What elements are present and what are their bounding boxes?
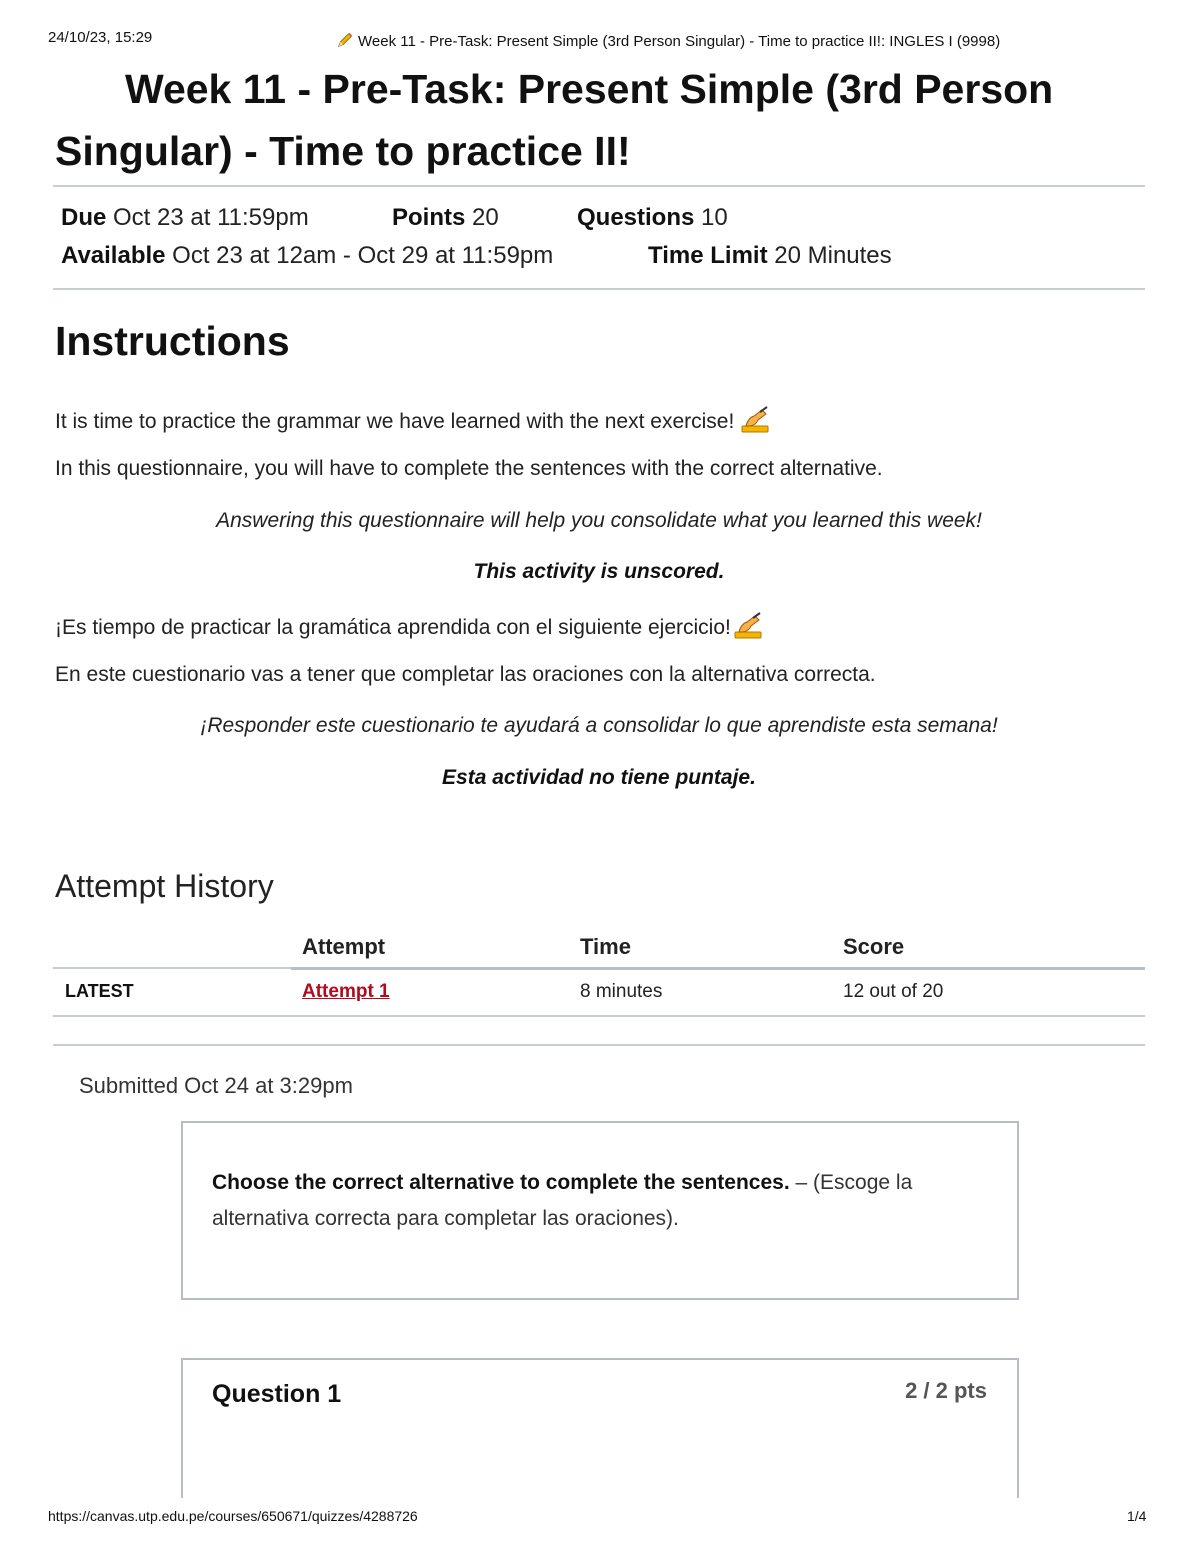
print-footer-url: https://canvas.utp.edu.pe/courses/650671/quizzes/4288726 [48, 1508, 418, 1524]
column-header-score: Score [843, 934, 905, 959]
divider [53, 1044, 1145, 1046]
attempt-1-link[interactable]: Attempt 1 [302, 981, 390, 1002]
column-header-attempt: Attempt [302, 934, 386, 959]
question-points: 2 / 2 pts [905, 1378, 987, 1403]
print-datetime: 24/10/23, 15:29 [48, 29, 153, 46]
instruction-line-6: En este cuestionario vas a tener que completar las oraciones con la alternativa correcta. [55, 663, 876, 686]
time-limit-label: Time Limit [648, 242, 768, 269]
instruction-line-2: In this questionnaire, you will have to complete the sentences with the correct alternative. [55, 457, 883, 480]
questions-info [577, 204, 728, 232]
question-1-header [181, 1358, 1019, 1434]
quiz-instructions-bold: Choose the correct alternative to complete the sentences. [212, 1171, 790, 1194]
quiz-instructions-box [181, 1121, 1019, 1300]
instruction-line-5-text: ¡Es tiempo de practicar la gramática aprendida con el siguiente ejercicio! [55, 616, 731, 639]
instructions-heading: Instructions [55, 318, 290, 364]
instruction-line-7: ¡Responder este cuestionario te ayudará a consolidar lo que aprendiste esta semana! [200, 714, 998, 737]
due-value: Oct 23 at 11:59pm [113, 204, 309, 231]
due-info [61, 204, 309, 232]
quiz-title: Week 11 - Pre-Task: Present Simple (3rd Person Singular) - Time to practice II! [55, 66, 1054, 174]
attempt-score: 12 out of 20 [843, 981, 944, 1002]
questions-label: Questions [577, 204, 695, 231]
instruction-line-1-text: It is time to practice the grammar we have learned with the next exercise! [55, 410, 735, 433]
quiz-instructions-rest: – (Escoge la alternativa correcta para completar las oraciones). [212, 1171, 913, 1230]
question-title: Question 1 [212, 1380, 342, 1408]
instruction-line-4: This activity is unscored. [473, 560, 725, 583]
divider [53, 288, 1145, 290]
submitted-timestamp: Submitted Oct 24 at 3:29pm [79, 1073, 353, 1098]
points-label: Points [392, 204, 466, 231]
time-limit-info [648, 242, 892, 270]
column-header-time: Time [580, 934, 631, 959]
writing-hand-icon [740, 406, 770, 434]
points-info [392, 204, 499, 232]
divider [53, 1015, 1145, 1017]
print-footer-page: 1/4 [1127, 1508, 1147, 1524]
latest-label: LATEST [65, 981, 134, 1001]
available-info [61, 242, 553, 270]
question-1-body [181, 1432, 1019, 1498]
table-header-rule [53, 967, 291, 969]
due-label: Due [61, 204, 107, 231]
attempt-time: 8 minutes [580, 981, 663, 1002]
available-value: Oct 23 at 12am - Oct 29 at 11:59pm [172, 242, 554, 269]
quiz-instructions-text [212, 1165, 992, 1237]
points-value: 20 [472, 204, 499, 231]
available-label: Available [61, 242, 166, 269]
print-page-title [336, 31, 1000, 50]
instruction-line-3: Answering this questionnaire will help you consolidate what you learned this week! [216, 509, 982, 532]
instruction-line-8: Esta actividad no tiene puntaje. [442, 766, 756, 789]
pencil-icon [336, 31, 354, 49]
instruction-line-1 [55, 406, 770, 434]
instruction-line-5 [55, 612, 763, 640]
table-header-rule [291, 967, 1145, 970]
divider [53, 185, 1145, 187]
print-page-title-text: Week 11 - Pre-Task: Present Simple (3rd Person Singular) - Time to practice II!: INGLES I (9998) [358, 33, 1001, 50]
writing-hand-icon [733, 612, 763, 640]
attempt-link-cell [302, 981, 390, 1003]
time-limit-value: 20 Minutes [774, 242, 892, 269]
attempt-history-heading: Attempt History [55, 868, 274, 904]
questions-value: 10 [701, 204, 728, 231]
